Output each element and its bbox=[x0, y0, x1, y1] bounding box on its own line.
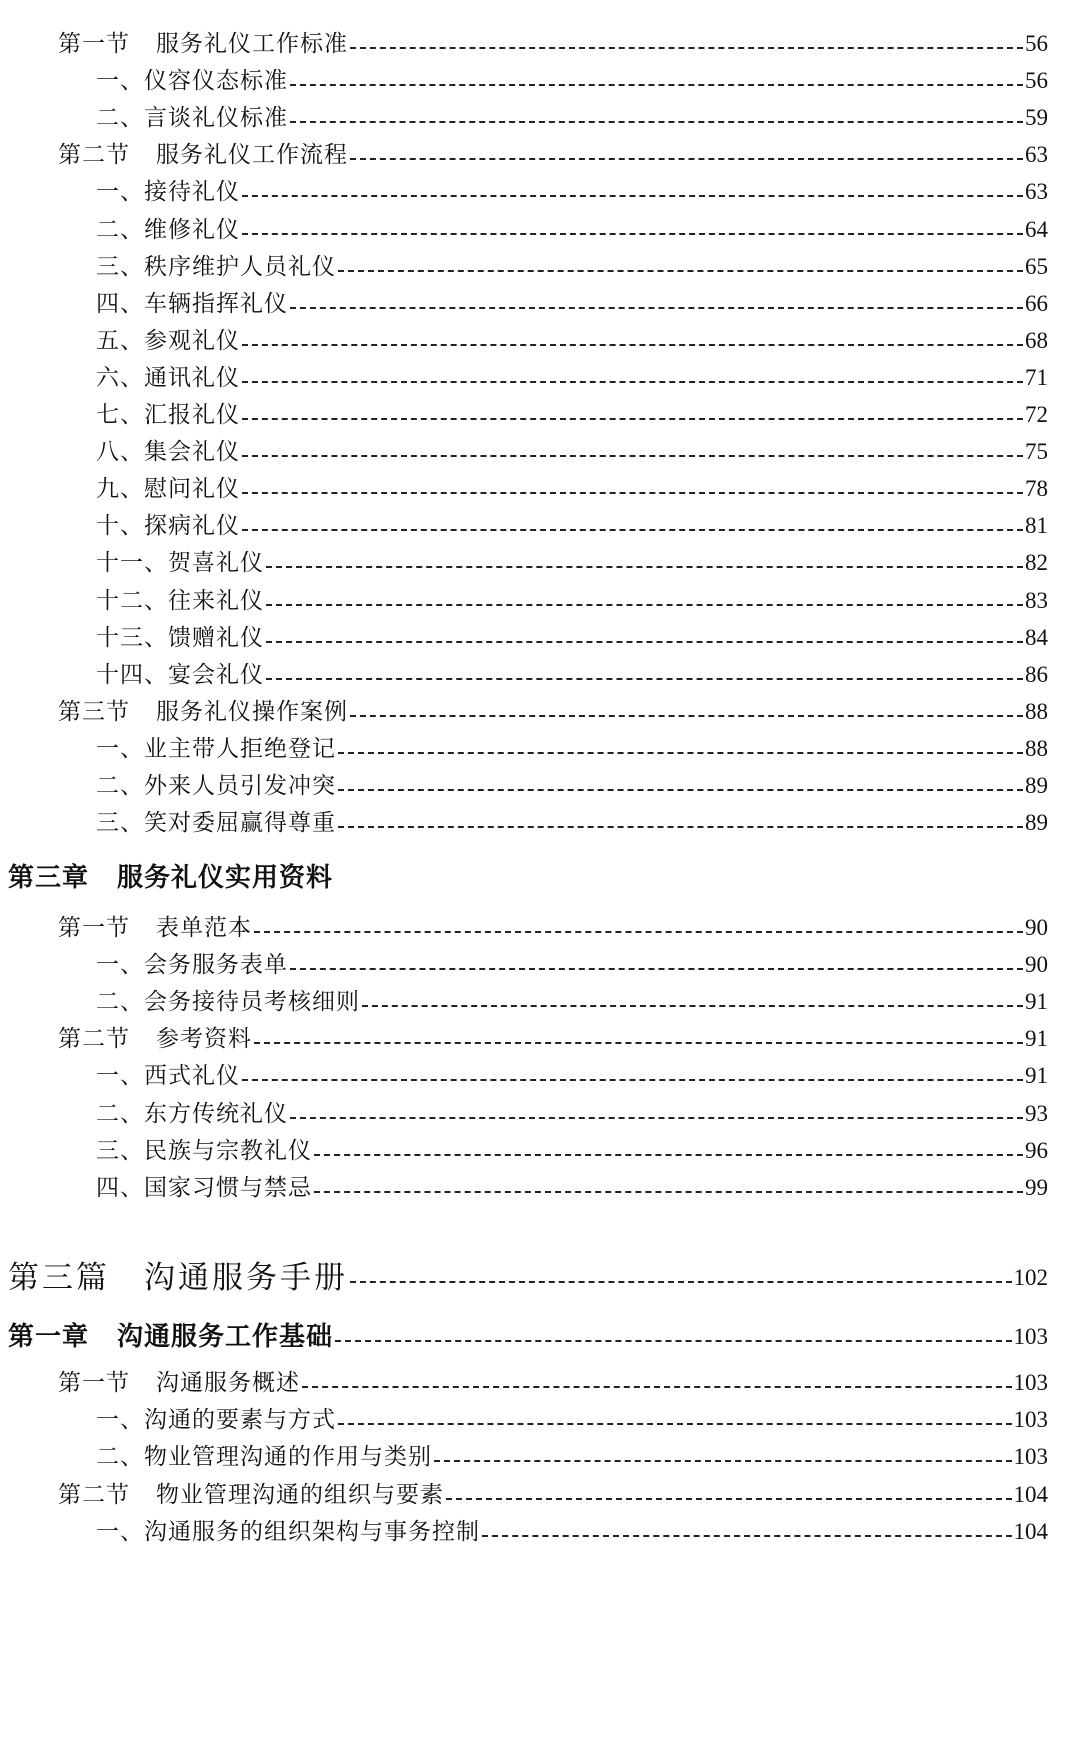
toc-item-row bbox=[96, 734, 1048, 764]
page-number: 96 bbox=[1025, 1137, 1048, 1163]
toc-section-row bbox=[58, 697, 1048, 727]
item-title: 六、通讯礼仪 bbox=[96, 364, 240, 391]
toc-item-row bbox=[96, 1061, 1048, 1091]
entry-label bbox=[96, 1405, 336, 1435]
entry-label bbox=[96, 771, 336, 801]
dot-leader bbox=[290, 307, 1023, 309]
dot-leader bbox=[266, 641, 1023, 643]
entry-label bbox=[58, 697, 348, 727]
item-title: 一、接待礼仪 bbox=[96, 179, 240, 206]
toc-item-row bbox=[96, 808, 1048, 838]
page-number: 72 bbox=[1025, 402, 1048, 427]
entry-label bbox=[96, 950, 288, 980]
page-number: 103 bbox=[1013, 1407, 1048, 1433]
dot-leader bbox=[242, 233, 1023, 235]
toc-item-row bbox=[96, 987, 1048, 1017]
toc-section-row bbox=[58, 140, 1048, 170]
dot-leader bbox=[314, 1191, 1023, 1193]
item-title: 四、国家习惯与禁忌 bbox=[96, 1174, 312, 1201]
toc-item-row bbox=[96, 1136, 1048, 1166]
entry-label bbox=[96, 326, 240, 356]
toc-item-row bbox=[96, 1517, 1048, 1547]
dot-leader bbox=[290, 84, 1023, 86]
item-title: 二、物业管理沟通的作用与类别 bbox=[96, 1444, 432, 1471]
dot-leader bbox=[338, 752, 1023, 754]
page-number: 90 bbox=[1025, 952, 1048, 978]
toc-section-row bbox=[58, 913, 1048, 943]
page-number: 99 bbox=[1025, 1174, 1048, 1200]
item-title: 三、民族与宗教礼仪 bbox=[96, 1137, 312, 1164]
dot-leader bbox=[338, 826, 1023, 828]
dot-leader bbox=[302, 1386, 1012, 1388]
dot-leader bbox=[338, 789, 1023, 791]
dot-leader bbox=[242, 492, 1023, 494]
page-number: 83 bbox=[1025, 587, 1048, 613]
item-title: 十四、宴会礼仪 bbox=[96, 661, 264, 688]
toc-item-row bbox=[96, 950, 1048, 980]
dot-leader bbox=[446, 1498, 1012, 1500]
toc-item-row bbox=[96, 363, 1048, 393]
dot-leader bbox=[290, 968, 1023, 970]
item-title: 二、言谈礼仪标准 bbox=[96, 105, 288, 132]
section-title: 服务礼仪工作流程 bbox=[156, 142, 348, 169]
entry-label bbox=[96, 586, 264, 616]
dot-leader bbox=[290, 1117, 1023, 1119]
page-number: 66 bbox=[1025, 290, 1048, 316]
dot-leader bbox=[338, 1423, 1012, 1425]
dot-leader bbox=[266, 566, 1023, 568]
toc-section-row bbox=[58, 1024, 1048, 1054]
dot-leader bbox=[242, 1079, 1023, 1081]
toc-item-row bbox=[96, 289, 1048, 319]
toc-item-row bbox=[96, 586, 1048, 616]
dot-leader bbox=[362, 1005, 1023, 1007]
section-number: 第三节 bbox=[58, 698, 130, 725]
section-title: 沟通服务概述 bbox=[156, 1370, 300, 1396]
toc-item-row bbox=[96, 1099, 1048, 1129]
toc-item-row bbox=[96, 1442, 1048, 1472]
toc-item-row bbox=[96, 1173, 1048, 1203]
entry-label bbox=[96, 1099, 288, 1129]
entry-label bbox=[96, 734, 336, 764]
page-number: 91 bbox=[1025, 1026, 1048, 1052]
chapter-heading bbox=[8, 857, 333, 894]
page-number: 104 bbox=[1013, 1481, 1048, 1507]
toc-item-row bbox=[96, 177, 1048, 207]
page-number: 56 bbox=[1025, 68, 1048, 94]
entry-label bbox=[96, 103, 288, 133]
page-number: 81 bbox=[1025, 513, 1048, 539]
item-title: 一、会务服务表单 bbox=[96, 952, 288, 979]
part-heading-row bbox=[8, 1258, 1048, 1298]
toc-item-row bbox=[96, 660, 1048, 690]
dot-leader bbox=[434, 1460, 1012, 1462]
entry-label bbox=[96, 437, 240, 467]
page-number: 65 bbox=[1025, 253, 1048, 279]
item-title: 七、汇报礼仪 bbox=[96, 402, 240, 428]
dot-leader bbox=[242, 418, 1023, 420]
entry-label bbox=[96, 1442, 432, 1472]
item-title: 一、西式礼仪 bbox=[96, 1063, 240, 1090]
toc-section-row bbox=[58, 29, 1048, 59]
page-number: 104 bbox=[1013, 1518, 1048, 1544]
dot-leader bbox=[482, 1535, 1012, 1537]
entry-label bbox=[96, 548, 264, 578]
page-number: 103 bbox=[1013, 1444, 1048, 1470]
page-number: 64 bbox=[1025, 216, 1048, 242]
page-number: 63 bbox=[1025, 179, 1048, 205]
dot-leader bbox=[350, 47, 1023, 49]
entry-label bbox=[96, 1173, 312, 1203]
dot-leader bbox=[335, 1340, 1011, 1342]
section-title: 服务礼仪工作标准 bbox=[156, 31, 348, 57]
dot-leader bbox=[242, 381, 1023, 383]
entry-label bbox=[58, 1480, 444, 1510]
toc-item-row bbox=[96, 437, 1048, 467]
toc-item-row bbox=[96, 1405, 1048, 1435]
dot-leader bbox=[266, 678, 1023, 680]
entry-label bbox=[58, 1024, 252, 1054]
toc-item-row bbox=[96, 771, 1048, 801]
toc-item-row bbox=[96, 252, 1048, 282]
section-number: 第二节 bbox=[58, 1481, 130, 1508]
entry-label bbox=[96, 808, 336, 838]
page-number: 84 bbox=[1025, 624, 1048, 650]
chapter-title: 服务礼仪实用资料 bbox=[117, 863, 334, 893]
part-title: 沟通服务手册 bbox=[144, 1260, 348, 1296]
item-title: 二、东方传统礼仪 bbox=[96, 1100, 288, 1127]
page-number: 78 bbox=[1025, 476, 1048, 502]
item-title: 三、笑对委屈赢得尊重 bbox=[96, 810, 336, 837]
item-title: 十、探病礼仪 bbox=[96, 513, 240, 540]
section-number: 第二节 bbox=[58, 1026, 130, 1053]
section-title: 物业管理沟通的组织与要素 bbox=[156, 1481, 444, 1508]
dot-leader bbox=[254, 1042, 1023, 1044]
dot-leader bbox=[290, 121, 1023, 123]
entry-label bbox=[96, 363, 240, 393]
dot-leader bbox=[350, 158, 1023, 160]
page-number: 71 bbox=[1025, 364, 1048, 390]
item-title: 十三、馈赠礼仪 bbox=[96, 624, 264, 651]
section-title: 服务礼仪操作案例 bbox=[156, 698, 348, 725]
item-title: 一、仪容仪态标准 bbox=[96, 68, 288, 95]
toc-section-row bbox=[58, 1368, 1048, 1398]
part-number: 第三篇 bbox=[8, 1260, 110, 1296]
page-number: 88 bbox=[1025, 735, 1048, 761]
entry-label bbox=[96, 623, 264, 653]
dot-leader bbox=[350, 1281, 1012, 1283]
toc-item-row bbox=[96, 215, 1048, 245]
dot-leader bbox=[350, 715, 1023, 717]
toc-item-row bbox=[96, 66, 1048, 96]
entry-label bbox=[58, 913, 252, 943]
dot-leader bbox=[242, 455, 1023, 457]
item-title: 九、慰问礼仪 bbox=[96, 476, 240, 503]
item-title: 四、车辆指挥礼仪 bbox=[96, 290, 288, 317]
entry-label bbox=[96, 1517, 480, 1547]
page-number: 88 bbox=[1025, 698, 1048, 724]
chapter-title: 沟通服务工作基础 bbox=[117, 1322, 334, 1352]
chapter-number: 第三章 bbox=[8, 863, 90, 893]
entry-label bbox=[58, 29, 348, 59]
page-number: 89 bbox=[1025, 810, 1048, 836]
entry-label bbox=[96, 177, 240, 207]
toc-item-row bbox=[96, 400, 1048, 430]
entry-label bbox=[96, 215, 240, 245]
entry-label bbox=[58, 1368, 300, 1398]
item-title: 八、集会礼仪 bbox=[96, 439, 240, 466]
item-title: 二、外来人员引发冲突 bbox=[96, 773, 336, 799]
dot-leader bbox=[254, 931, 1023, 933]
entry-label bbox=[96, 1136, 312, 1166]
toc-item-row bbox=[96, 511, 1048, 541]
dot-leader bbox=[314, 1154, 1023, 1156]
entry-label bbox=[96, 987, 360, 1017]
item-title: 一、沟通的要素与方式 bbox=[96, 1407, 336, 1434]
section-number: 第一节 bbox=[58, 1370, 130, 1396]
item-title: 一、沟通服务的组织架构与事务控制 bbox=[96, 1518, 480, 1545]
page-number: 89 bbox=[1025, 773, 1048, 798]
dot-leader bbox=[338, 270, 1023, 272]
entry-label bbox=[96, 400, 240, 430]
item-title: 十一、贺喜礼仪 bbox=[96, 550, 264, 577]
dot-leader bbox=[242, 195, 1023, 197]
page-number: 102 bbox=[1013, 1265, 1048, 1290]
section-number: 第一节 bbox=[58, 915, 130, 941]
toc-section-row bbox=[58, 1480, 1048, 1510]
chapter-heading-row bbox=[8, 1320, 1048, 1354]
section-title: 表单范本 bbox=[156, 915, 252, 941]
section-number: 第二节 bbox=[58, 142, 130, 169]
page-number: 56 bbox=[1025, 31, 1048, 56]
dot-leader bbox=[266, 604, 1023, 606]
entry-label bbox=[96, 660, 264, 690]
entry-label bbox=[96, 511, 240, 541]
item-title: 二、会务接待员考核细则 bbox=[96, 989, 360, 1016]
entry-label bbox=[96, 1061, 240, 1091]
entry-label bbox=[96, 66, 288, 96]
entry-label bbox=[58, 140, 348, 170]
page-number: 91 bbox=[1025, 1063, 1048, 1089]
toc-item-row bbox=[96, 474, 1048, 504]
item-title: 一、业主带人拒绝登记 bbox=[96, 735, 336, 762]
section-title: 参考资料 bbox=[156, 1026, 252, 1053]
page-number: 59 bbox=[1025, 105, 1048, 131]
entry-label bbox=[96, 252, 336, 282]
page-number: 75 bbox=[1025, 439, 1048, 465]
page-number: 86 bbox=[1025, 661, 1048, 687]
page-number: 63 bbox=[1025, 142, 1048, 168]
page-number: 90 bbox=[1025, 915, 1048, 940]
entry-label bbox=[96, 474, 240, 504]
page-number: 103 bbox=[1013, 1324, 1048, 1349]
item-title: 二、维修礼仪 bbox=[96, 216, 240, 243]
page-number: 68 bbox=[1025, 327, 1048, 353]
dot-leader bbox=[242, 529, 1023, 531]
item-title: 五、参观礼仪 bbox=[96, 327, 240, 354]
page-number: 93 bbox=[1025, 1100, 1048, 1126]
entry-label bbox=[96, 289, 288, 319]
toc-item-row bbox=[96, 548, 1048, 578]
page-number: 103 bbox=[1013, 1370, 1048, 1395]
item-title: 十二、往来礼仪 bbox=[96, 587, 264, 614]
page-number: 91 bbox=[1025, 989, 1048, 1015]
section-number: 第一节 bbox=[58, 31, 130, 57]
dot-leader bbox=[242, 344, 1023, 346]
toc-item-row bbox=[96, 103, 1048, 133]
item-title: 三、秩序维护人员礼仪 bbox=[96, 253, 336, 280]
toc-item-row bbox=[96, 623, 1048, 653]
page-number: 82 bbox=[1025, 550, 1048, 576]
chapter-number: 第一章 bbox=[8, 1322, 90, 1352]
toc-item-row bbox=[96, 326, 1048, 356]
